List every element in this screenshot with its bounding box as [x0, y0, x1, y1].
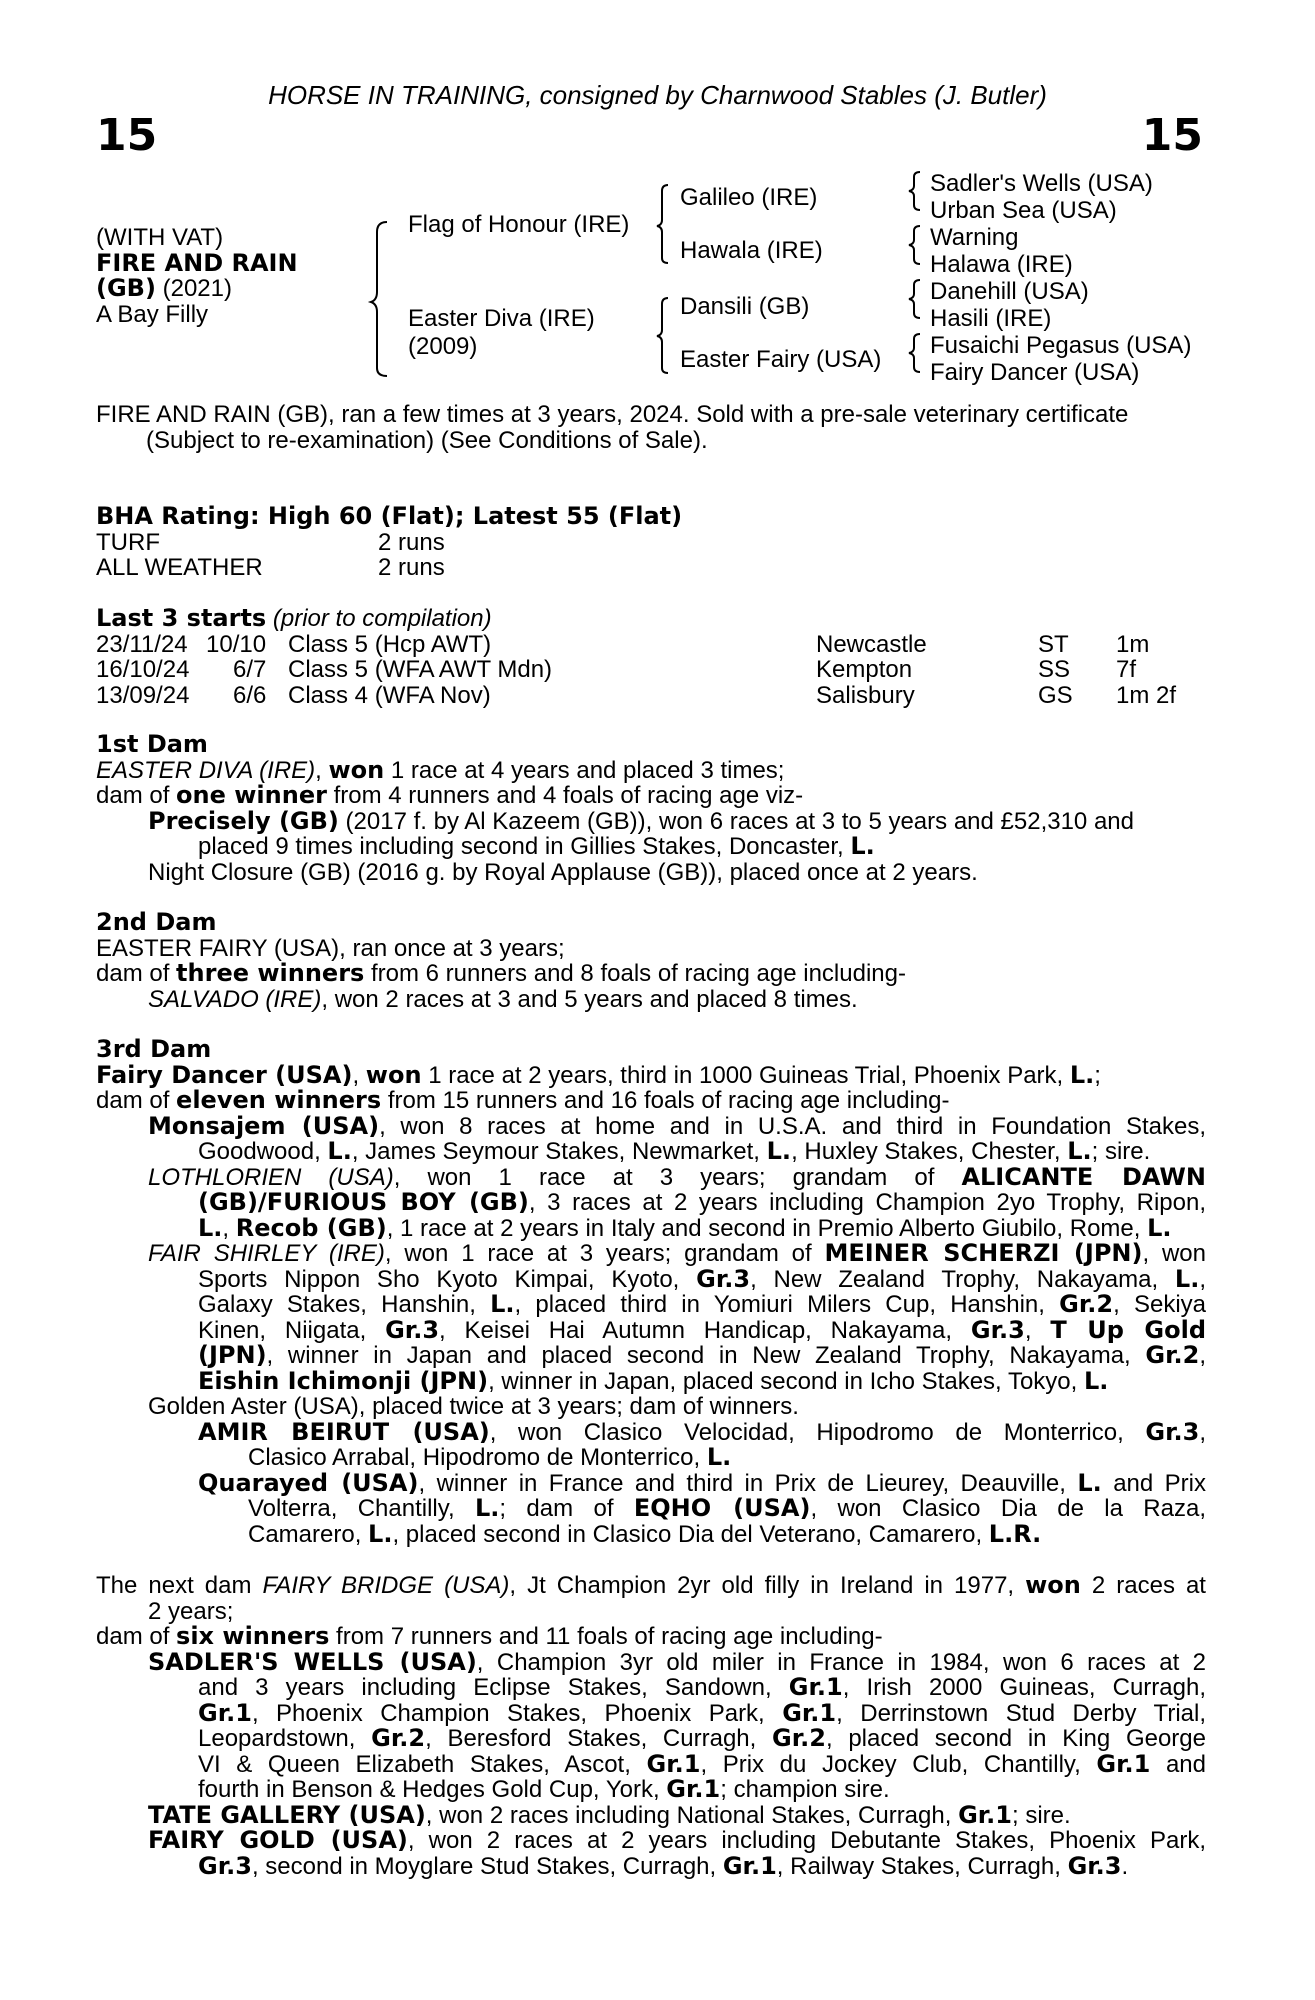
starts-section	[96, 606, 1216, 708]
third-dam-line: Clasico Arrabal, Hipodromo de Monterrico, L.	[248, 1443, 732, 1471]
next-dam-line: FAIRY GOLD (USA), won 2 races at 2 years including Debutante Stakes, Phoenix Park,	[148, 1826, 1206, 1854]
third-dam-line: Camarero, L., placed second in Clasico Dia del Veterano, Camarero, L.R.	[248, 1519, 1042, 1548]
pedigree-sire-dam: Hawala (IRE)	[680, 237, 823, 264]
third-dam-line: Monsajem (USA), won 8 races at home and in U.S.A. and third in Foundation Stakes,	[148, 1111, 1206, 1140]
first-dam-line: dam of one winner from 4 runners and 4 foals of racing age viz-	[96, 781, 804, 809]
catalogue-title: HORSE IN TRAINING, consigned by Charnwood Stables (J. Butler)	[268, 80, 1047, 110]
next-dam-line: Leopardstown, Gr.2, Beresford Stakes, Curragh, Gr.2, placed second in King George	[198, 1724, 1206, 1752]
third-dam-line: Goodwood, L., James Seymour Stakes, Newmarket, L., Huxley Stakes, Chester, L.; sire.	[198, 1137, 1151, 1165]
second-dam-section	[96, 910, 1206, 1012]
first-dam-line: Night Closure (GB) (2016 g. by Royal Applause (GB)), placed once at 2 years.	[148, 858, 978, 886]
pedigree-gen3-8: Fairy Dancer (USA)	[930, 359, 1140, 386]
first-dam-line: EASTER DIVA (IRE), won 1 race at 4 years and placed 3 times;	[96, 755, 785, 784]
first-dam-heading: 1st Dam	[96, 730, 208, 758]
third-dam-line: Kinen, Niigata, Gr.3, Keisei Hai Autumn Handicap, Nakayama, Gr.3, T Up Gold	[198, 1315, 1206, 1344]
pedigree-sire: Flag of Honour (IRE)	[408, 211, 630, 238]
pedigree-dam: Easter Diva (IRE)	[408, 305, 595, 332]
next-dam-line: Gr.1, Phoenix Champion Stakes, Phoenix Park, Gr.1, Derrinstown Stud Derby Trial,	[198, 1698, 1207, 1727]
pedigree-gen3-1: Sadler's Wells (USA)	[930, 170, 1153, 197]
horse-name: FIRE AND RAIN	[96, 248, 298, 277]
start-row: 16/10/24 6/7 Class 5 (WFA AWT Mdn) Kempton SS 7f	[96, 656, 1137, 683]
next-dam-section	[96, 1573, 1206, 1879]
pedigree-dam-year: (2009)	[408, 333, 478, 360]
rating-section	[96, 504, 682, 581]
horse-description: A Bay Filly	[96, 300, 209, 328]
pedigree-gen3-7: Fusaichi Pegasus (USA)	[930, 332, 1192, 359]
rating-title: BHA Rating: High 60 (Flat); Latest 55 (Flat)	[96, 502, 683, 530]
pedigree-gen3-2: Urban Sea (USA)	[930, 197, 1117, 224]
next-dam-line: SADLER'S WELLS (USA), Champion 3yr old miler in France in 1984, won 6 races at 2	[148, 1647, 1206, 1676]
horse-origin-year: (GB) (2021)	[96, 274, 232, 302]
second-dam-line: SALVADO (IRE), won 2 races at 3 and 5 years and placed 8 times.	[148, 985, 858, 1013]
first-dam-line: placed 9 times including second in Gillies Stakes, Doncaster, L.	[198, 832, 875, 860]
third-dam-section	[96, 1037, 1206, 1547]
third-dam-line: (JPN), winner in Japan and placed second in New Zealand Trophy, Nakayama, Gr.2,	[198, 1341, 1206, 1369]
starts-heading: Last 3 starts (prior to compilation)	[96, 604, 492, 632]
next-dam-line: TATE GALLERY (USA), won 2 races including National Stakes, Curragh, Gr.1; sire.	[148, 1800, 1071, 1829]
first-dam-section	[96, 732, 1206, 885]
rating-row-turf: TURF 2 runs	[96, 528, 445, 556]
third-dam-line: dam of eleven winners from 15 runners and 16 foals of racing age including-	[96, 1086, 950, 1114]
next-dam-line: Gr.3, second in Moyglare Stud Stakes, Curragh, Gr.1, Railway Stakes, Curragh, Gr.3.	[198, 1851, 1129, 1880]
third-dam-heading: 3rd Dam	[96, 1035, 212, 1063]
third-dam-line: LOTHLORIEN (USA), won 1 race at 3 years; grandam of ALICANTE DAWN	[148, 1162, 1206, 1191]
start-row: 13/09/24 6/6 Class 4 (WFA Nov) Salisbury GS 1m 2f	[96, 681, 1177, 709]
lot-number-right: 15	[1141, 110, 1203, 161]
third-dam-line: L., Recob (GB), 1 race at 2 years in Italy and second in Premio Alberto Giubilo, Rome, L.	[198, 1213, 1172, 1242]
rating-row-aw: ALL WEATHER 2 runs	[96, 554, 445, 581]
third-dam-line: (GB)/FURIOUS BOY (GB), 3 races at 2 years including Champion 2yo Trophy, Ripon,	[198, 1188, 1206, 1216]
third-dam-line: FAIR SHIRLEY (IRE), won 1 race at 3 years; grandam of MEINER SCHERZI (JPN), won	[148, 1239, 1206, 1267]
first-dam-line: Precisely (GB) (2017 f. by Al Kazeem (GB)), won 6 races at 3 to 5 years and £52,310 and	[148, 806, 1134, 835]
next-dam-line: fourth in Benson & Hedges Gold Cup, York, Gr.1; champion sire.	[198, 1775, 890, 1803]
pedigree-dam-sire: Dansili (GB)	[680, 293, 810, 320]
third-dam-line: Quarayed (USA), winner in France and third in Prix de Lieurey, Deauville, L. and Prix	[198, 1468, 1207, 1497]
third-dam-line: Eishin Ichimonji (JPN), winner in Japan, placed second in Icho Stakes, Tokyo, L.	[198, 1366, 1109, 1395]
next-dam-line: and 3 years including Eclipse Stakes, Sandown, Gr.1, Irish 2000 Guineas, Curragh,	[198, 1673, 1206, 1701]
pedigree-sire-sire: Galileo (IRE)	[680, 184, 818, 211]
next-dam-line: The next dam FAIRY BRIDGE (USA), Jt Champion 2yr old filly in Ireland in 1977, won 2 races at	[96, 1571, 1206, 1599]
pedigree-gen3-4: Halawa (IRE)	[930, 251, 1073, 278]
pedigree-gen3-3: Warning	[930, 224, 1019, 251]
third-dam-line: Volterra, Chantilly, L.; dam of EQHO (USA), won Clasico Dia de la Raza,	[248, 1494, 1207, 1522]
intro-line-1: FIRE AND RAIN (GB), ran a few times at 3 years, 2024. Sold with a pre-sale veterinary certificate	[96, 401, 1129, 428]
intro-paragraph	[96, 402, 1206, 453]
pedigree-dam-dam: Easter Fairy (USA)	[680, 346, 882, 373]
third-dam-line: Golden Aster (USA), placed twice at 3 years; dam of winners.	[148, 1393, 799, 1420]
third-dam-line: Sports Nippon Sho Kyoto Kimpai, Kyoto, Gr.3, New Zealand Trophy, Nakayama, L.,	[198, 1264, 1207, 1293]
next-dam-line: dam of six winners from 7 runners and 11 foals of racing age including-	[96, 1622, 883, 1650]
second-dam-heading: 2nd Dam	[96, 908, 217, 936]
pedigree-gen3-6: Hasili (IRE)	[930, 305, 1052, 332]
intro-line-2: (Subject to re-examination) (See Conditions of Sale).	[146, 426, 708, 454]
third-dam-line: Galaxy Stakes, Hanshin, L., placed third in Yomiuri Milers Cup, Hanshin, Gr.2, Sekiya	[198, 1290, 1206, 1318]
third-dam-line: Fairy Dancer (USA), won 1 race at 2 years, third in 1000 Guineas Trial, Phoenix Park, L.;	[96, 1060, 1101, 1089]
pedigree-gen3-5: Danehill (USA)	[930, 278, 1089, 305]
next-dam-line: VI & Queen Elizabeth Stakes, Ascot, Gr.1, Prix du Jockey Club, Chantilly, Gr.1 and	[198, 1749, 1206, 1778]
second-dam-line: EASTER FAIRY (USA), ran once at 3 years;	[96, 934, 565, 962]
start-row: 23/11/24 10/10 Class 5 (Hcp AWT) Newcastle ST 1m	[96, 630, 1150, 658]
next-dam-line: 2 years;	[148, 1597, 234, 1625]
vat-note: (WITH VAT)	[96, 224, 224, 251]
third-dam-line: AMIR BEIRUT (USA), won Clasico Velocidad, Hipodromo de Monterrico, Gr.3,	[198, 1417, 1207, 1446]
second-dam-line: dam of three winners from 6 runners and 8 foals of racing age including-	[96, 959, 906, 987]
lot-number-left: 15	[96, 110, 158, 161]
